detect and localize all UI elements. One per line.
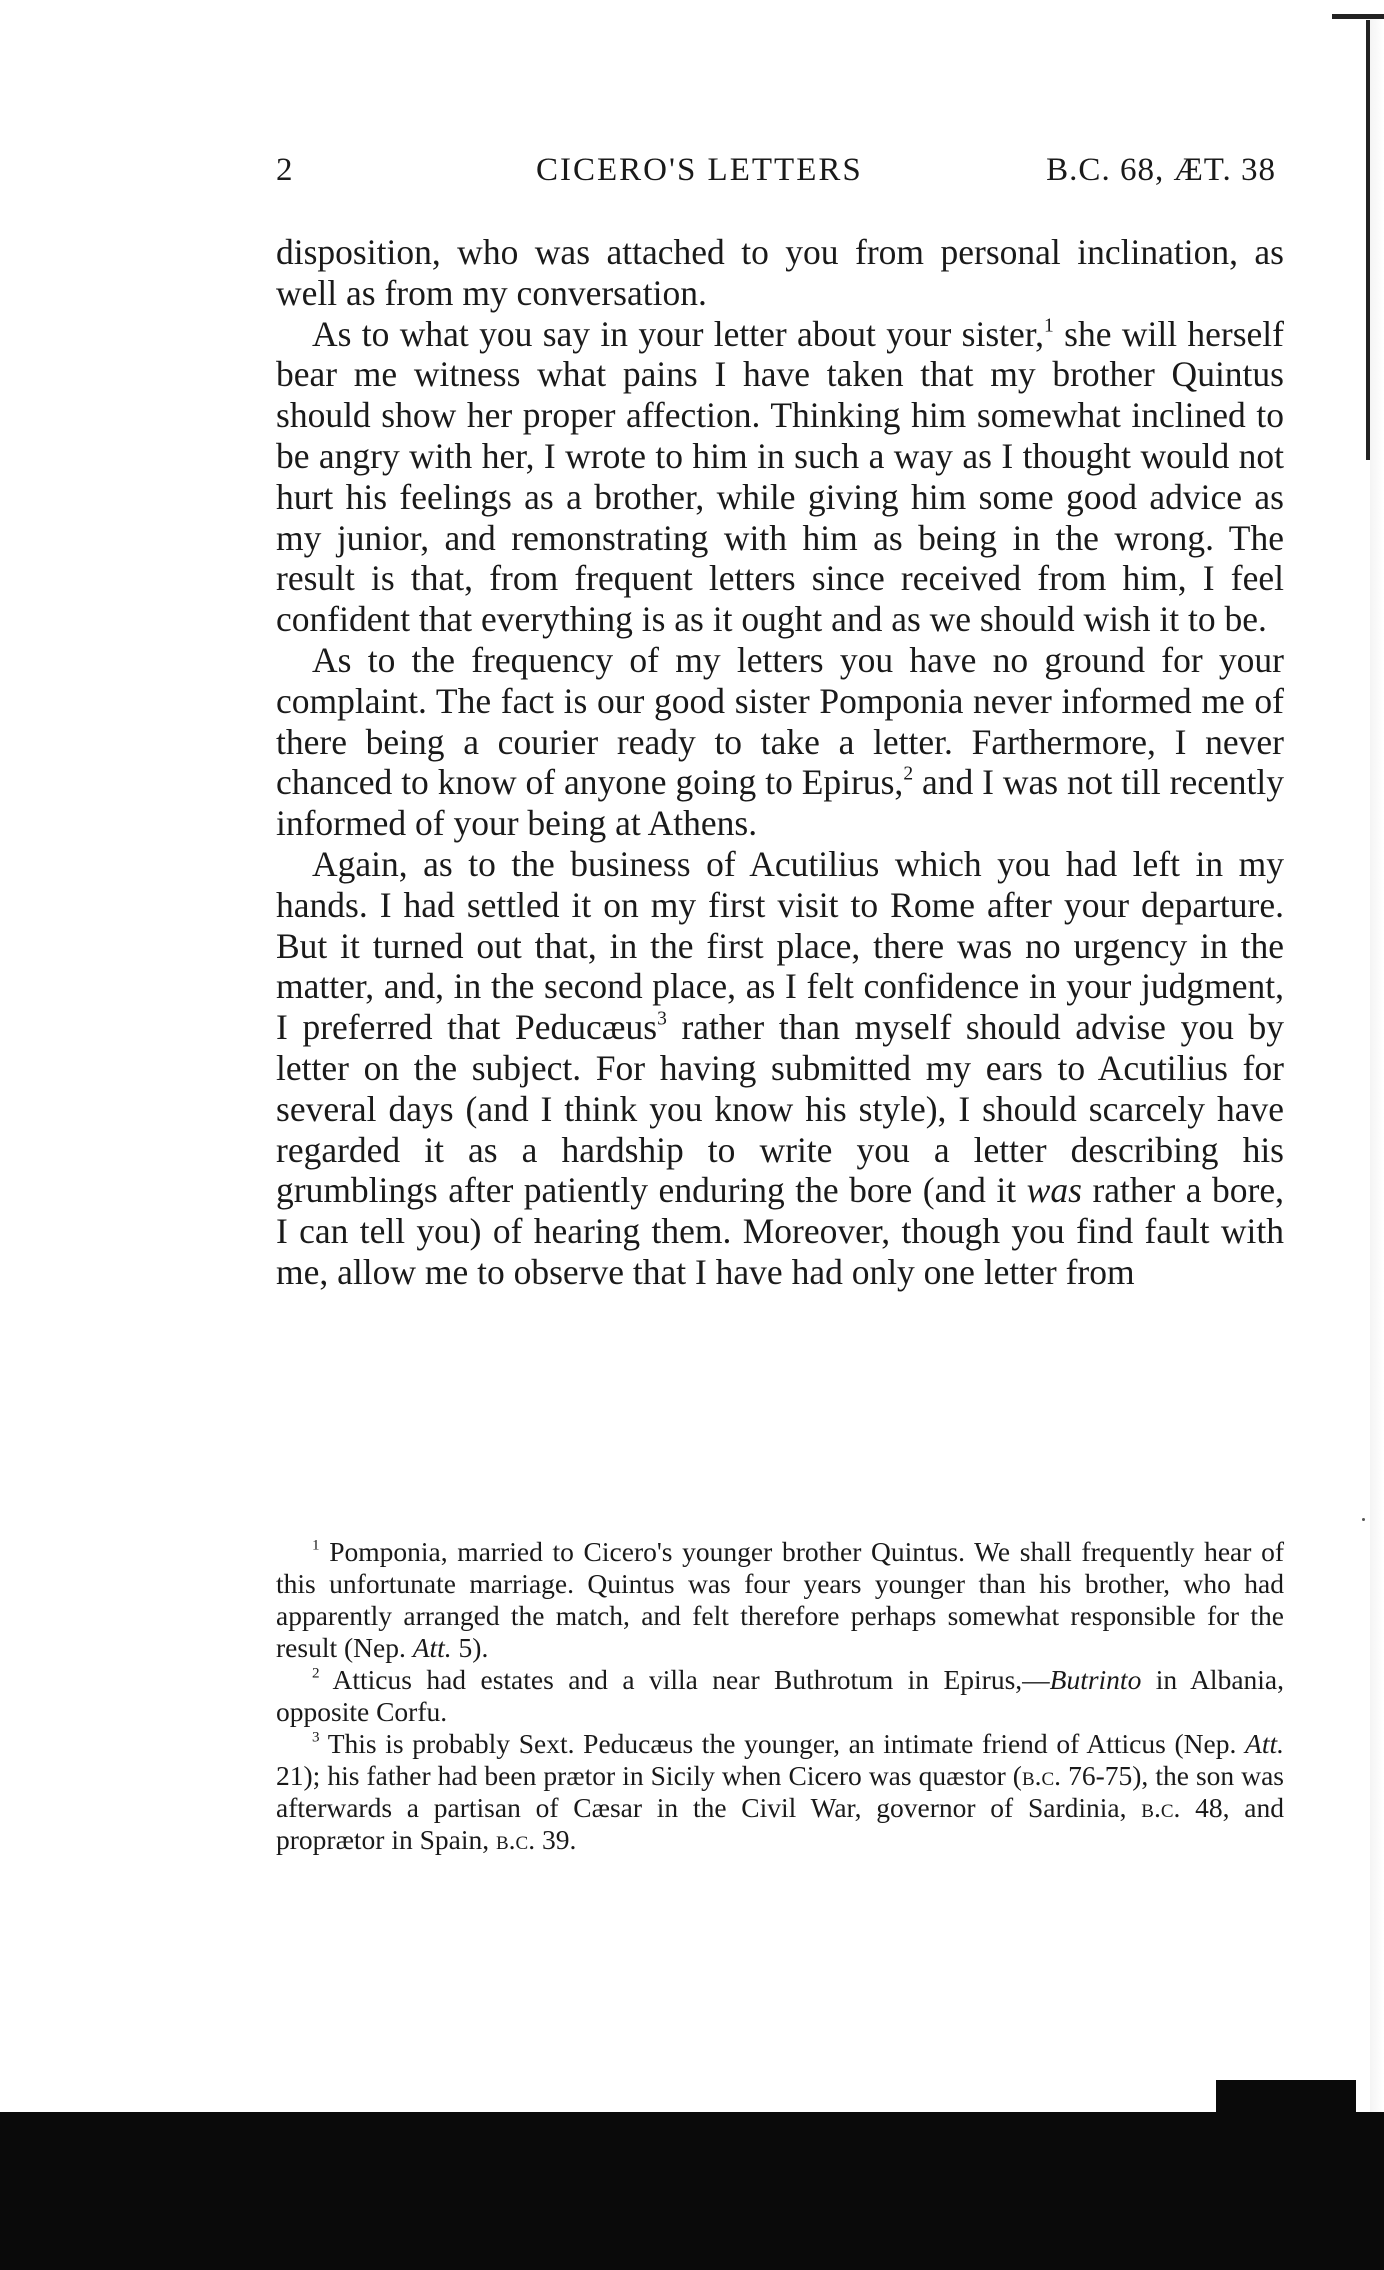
footnote-3-text-c: 76-75), the son was afterwards a partisan of Cæsar in the Civil War, governor of Sardinia, <box>276 1760 1284 1823</box>
footnote-ref-1: 1 <box>1044 314 1054 336</box>
page-edge-shadow <box>1370 14 1384 2270</box>
footnote-2-text-b: in Albania, opposite Corfu. <box>276 1664 1284 1727</box>
footnote-1-emphasis: Att. <box>412 1632 452 1663</box>
footnote-2-emphasis: Butrinto <box>1049 1664 1142 1695</box>
paragraph-4-text-b: rather than myself should advise you by letter on the subject. For having submitted my ears to Acutilius for several days (and I think you know his style), I should scarcely have regarded it as a hardship to write you a letter describing his grumblings after patiently enduring the bore (and it <box>276 1007 1284 1211</box>
footnotes <box>276 1536 1284 1856</box>
footnote-1 <box>276 1536 1284 1664</box>
scan-bottom-border <box>0 2112 1384 2270</box>
paragraph-1 <box>276 232 1284 314</box>
scan-edge-line <box>1366 20 1370 460</box>
footnote-3-number: 3 <box>312 1729 320 1746</box>
scan-corner-mark <box>1332 14 1384 19</box>
footnote-2-number: 2 <box>312 1665 320 1682</box>
paragraph-4-text-c: rather a bore, I can tell you) of hearing them. Moreover, though you find fault with me, allow me to observe that I have had only one letter from <box>276 1170 1284 1292</box>
page-number: 2 <box>276 152 294 188</box>
footnote-3-text-d: 48, and proprætor in Spain, <box>276 1792 1284 1855</box>
running-header <box>276 152 1282 202</box>
footnote-3-era-1: b.c. <box>1021 1760 1062 1791</box>
paragraph-2-text-a: As to what you say in your letter about your sister, <box>312 313 1045 354</box>
footnote-1-number: 1 <box>312 1537 320 1554</box>
paragraph-4-emphasis: was <box>1026 1170 1082 1211</box>
paragraph-2-text-b: she will herself bear me witness what pains I have taken that my brother Quintus should show her proper affection. Thinking him somewhat inclined to be angry with her, I wrote to him in such a way as I thought would not hurt his feelings as a brother, while giving him some good advice as my junior, and remonstrating with him as being in the wrong. The result is that, from frequent letters since received from him, I feel confident that everything is as it ought and as we should wish it to be. <box>276 313 1284 640</box>
running-title: CICERO'S LETTERS <box>536 152 863 188</box>
footnote-3-era-2: b.c. <box>1141 1792 1181 1823</box>
paragraph-3-text-a: As to the frequency of my letters you have no ground for your complaint. The fact is our good sister Pomponia never informed me of there being a courier ready to take a letter. Farthermore, I never chanced to know of anyone going to Epirus, <box>276 639 1284 803</box>
paragraph-1-text: disposition, who was attached to you from personal inclination, as well as from my conversation. <box>276 232 1284 313</box>
footnote-1-text-b: 5). <box>451 1632 489 1663</box>
footnote-3-emphasis: Att. <box>1245 1728 1284 1759</box>
footnote-2-text-a: Atticus had estates and a villa near Buthrotum in Epirus,— <box>319 1664 1050 1695</box>
footnote-3-text-a: This is probably Sext. Peducæus the younger, an intimate friend of Atticus (Nep. <box>319 1728 1246 1759</box>
paragraph-2 <box>276 314 1284 640</box>
paragraph-4 <box>276 844 1284 1293</box>
footnote-ref-2: 2 <box>903 763 914 785</box>
date-reference: B.C. 68, ÆT. 38 <box>1046 152 1276 188</box>
footnote-2 <box>276 1664 1284 1728</box>
footnote-3-era-3: b.c. <box>496 1824 536 1855</box>
footnote-1-text-a: Pomponia, married to Cicero's younger brother Quintus. We shall frequently hear of this unfortunate marriage. Quintus was four years younger than his brother, who had apparently arranged the match, and felt therefore perhaps somewhat responsible for the result (Nep. <box>276 1536 1284 1663</box>
footnote-3-text-b: 21); his father had been prætor in Sicily when Cicero was quæstor ( <box>276 1760 1022 1791</box>
paragraph-3-text-b: and I was not till recently informed of your being at Athens. <box>276 762 1284 844</box>
footnote-3-text-e: 39. <box>535 1824 577 1855</box>
footnote-ref-3: 3 <box>657 1008 667 1030</box>
main-text <box>276 232 1284 1293</box>
scan-speck <box>1362 1518 1365 1521</box>
paragraph-3 <box>276 640 1284 844</box>
footnote-3 <box>276 1728 1284 1856</box>
paragraph-4-text-a: Again, as to the business of Acutilius which you had left in my hands. I had settled it on my first visit to Rome after your departure. But it turned out that, in the first place, there was no urgency in the matter, and, in the second place, as I felt confidence in your judgment, I preferred that Peducæus <box>276 843 1284 1048</box>
